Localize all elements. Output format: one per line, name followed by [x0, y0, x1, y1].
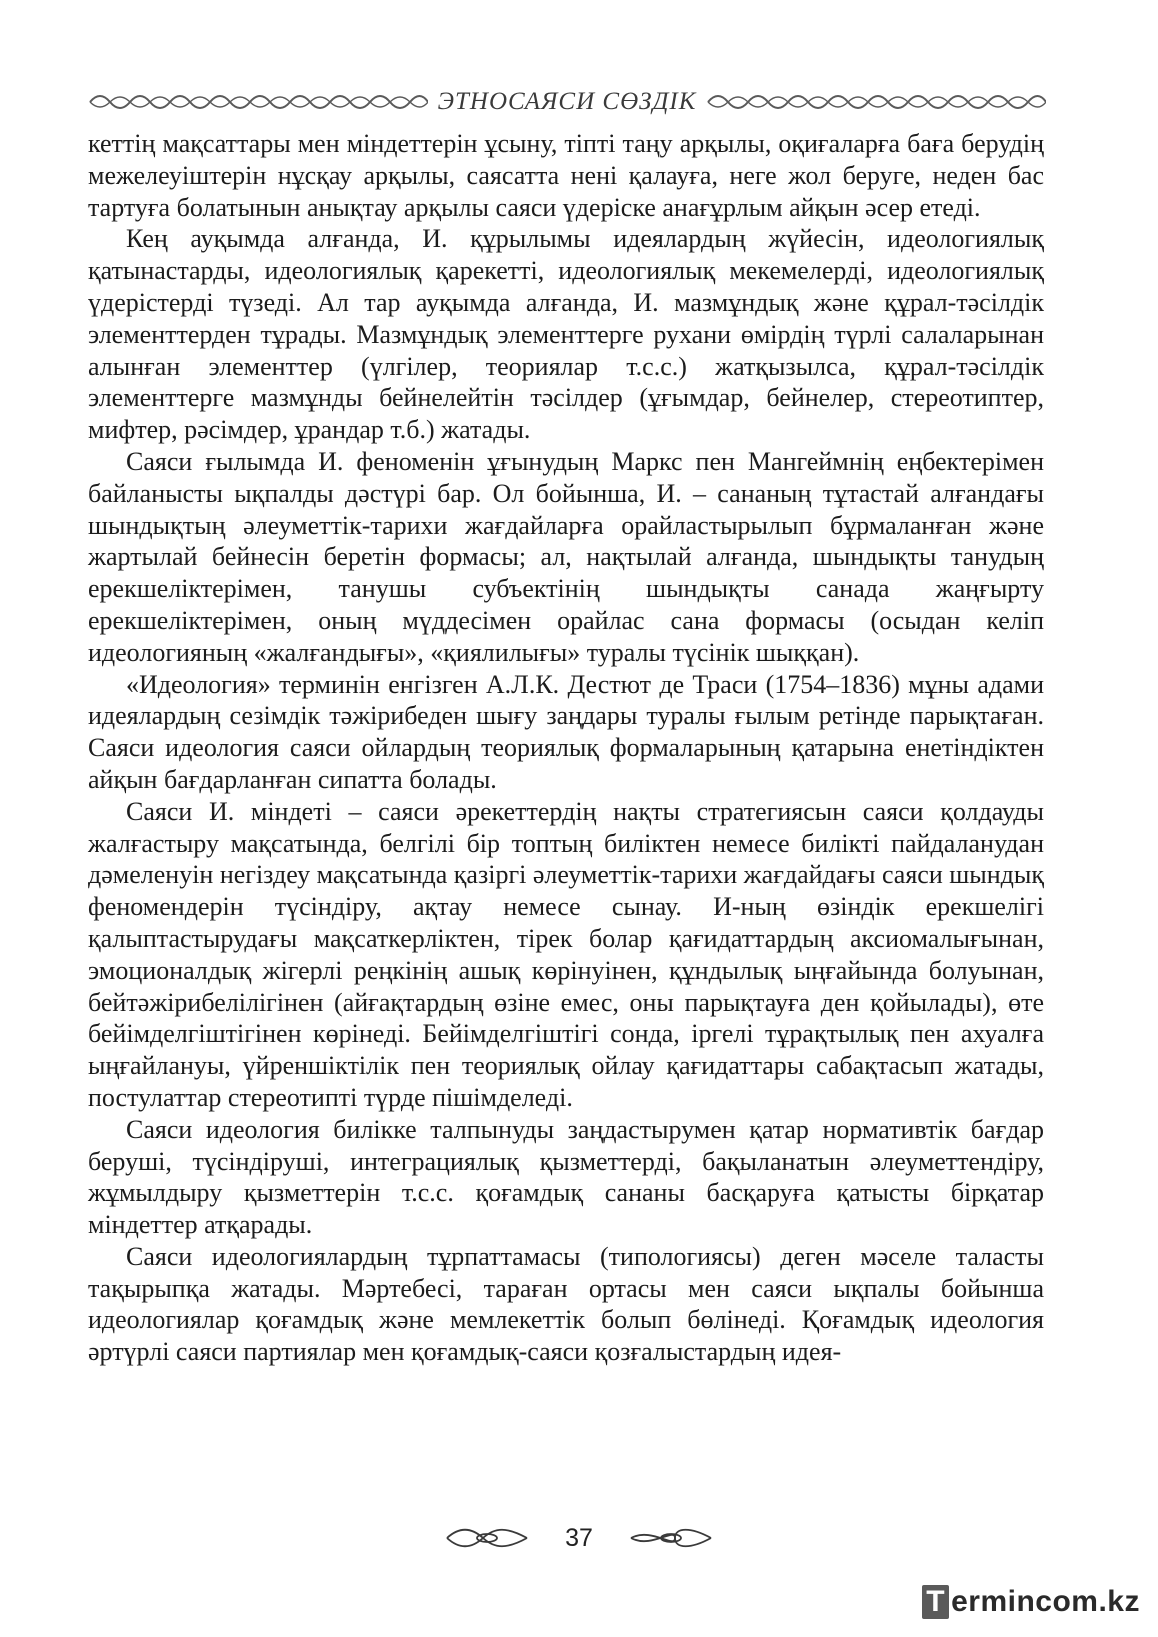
flourish-icon — [629, 1525, 713, 1551]
paragraph: кеттің мақсаттары мен міндеттерін ұсыну, тіпті таңу арқылы, оқиғаларға баға берудің межелеуіштерін нұсқау арқылы, саясатта нені қалауға, неге жол беруге, неден бас тартуға болатынын анықтау арқылы саяси үдеріске анағұрлым айқын әсер етеді. — [88, 129, 1044, 222]
watermark-logo-text: ermincom.kz — [951, 1585, 1140, 1618]
paragraph: Саяси идеологиялардың тұрпаттамасы (типологиясы) деген мәселе таласты тақырыпқа жатады. Мәртебесі, тараған ортасы мен саяси ықпалы бойынша идеологиялар қоғамдық және мемлекеттік болып бөлінеді. Қоғамдық идеология әртүрлі саяси партиялар мен қоғамдық-саяси қозғалыстардың идея- — [88, 1241, 1044, 1367]
paragraph: Саяси ғылымда И. феноменін ұғынудың Маркс пен Мангеймнің еңбектерімен байланысты ықпалды дәстүрі бар. Ол бойынша, И. – сананың тұтастай алғандағы шындықтың әлеуметтік-тарихи жағдайларға орайластырылып бұрмаланған және жартылай бейнесін беретін формасы; ал, нақтылай алғанда, шындықты танудың ерекшеліктерімен, танушы субъектінің шындықты санада жаңғырту ерекшеліктерімен, оның мүддесімен орайлас сана формасы (осыдан келіп идеологияның «жалғандығы», «қиялилығы» туралы түсінік шыққан). — [88, 446, 1044, 667]
flourish-icon — [445, 1525, 529, 1551]
body-text — [88, 128, 1044, 1368]
page-footer — [0, 1518, 1158, 1558]
page-header — [88, 82, 1046, 122]
paragraph: Кең ауқымда алғанда, И. құрылымы идеялардың жүйесін, идеологиялық қатынастарды, идеологиялық қарекетті, идеологиялық мекемелерді, идеологиялық үдерістерді түзеді. Ал тар ауқымда алғанда, И. мазмұндық және құрал-тәсілдік элементтерден тұрады. Мазмұндық элементтерге рухани өмірдің түрлі салаларынан алынған элементтер (үлгілер, теориялар т.с.с.) жатқызылса, құрал-тәсілдік элементтерге мазмұнды бейнелейтін тәсілдер (ұғымдар, бейнелер, стереотиптер, мифтер, рәсімдер, ұрандар т.б.) жатады. — [88, 224, 1044, 445]
page-header-title: ЭТНОСАЯСИ СӨЗДІК — [437, 88, 697, 115]
paragraph: Саяси И. міндеті – саяси әрекеттердің нақты стратегиясын саяси қолдауды жалғастыру мақсатында, белгілі бір топтың биліктен немесе билікті пайдаланудан дәмеленуін негіздеу мақсатында қазіргі әлеуметтік-тарихи жағдайдағы саяси шындық феномендерін түсіндіру, ақтау немесе сынау. И-ның өзіндік ерекшелігі қалыптастырудағы мақсаткерліктен, тірек болар қағидаттардың аксиомалығынан, эмоционалдық жігерлі реңкінің ашық көрінуінен, құндылық ыңғайында болуынан, бейтәжірибелілігінен (айғақтардың өзіне емес, оны парықтауға ден қойылады), өте бейімделгіштігінен көрінеді. Бейімделгіштігі сонда, іргелі тұрақтылық пен ахуалға ыңғайлануы, үйреншіктілік пен теориялық ойлау қағидаттары сабақтасып жатады, постулаттар стереотипті түрде пішімделеді. — [88, 796, 1044, 1112]
page-number: 37 — [565, 1523, 593, 1552]
paragraph: «Идеология» терминін енгізген А.Л.К. Дестют де Траси (1754–1836) мұны адами идеялардың сезімдік тәжірибеден шығу заңдары туралы ғылым ретінде парықтаған. Саяси идеология саяси ойлардың теориялық формаларының қатарына енетіндіктен айқын бағдарланған сипатта болады. — [88, 669, 1044, 794]
ornament-band-icon — [88, 90, 428, 114]
ornament-band-icon — [706, 90, 1046, 114]
paragraph: Саяси идеология билікке талпынуды заңдастырумен қатар нормативтік бағдар беруші, түсіндіруші, интеграциялық қызметтерді, бақыланатын әлеуметтендіру, жұмылдыру қызметтерін т.с.с. қоғамдық сананы басқаруға қатысты бірқатар міндеттер атқарады. — [88, 1114, 1044, 1240]
watermark-logo — [922, 1585, 1140, 1619]
watermark-logo-mark: T — [922, 1585, 949, 1619]
